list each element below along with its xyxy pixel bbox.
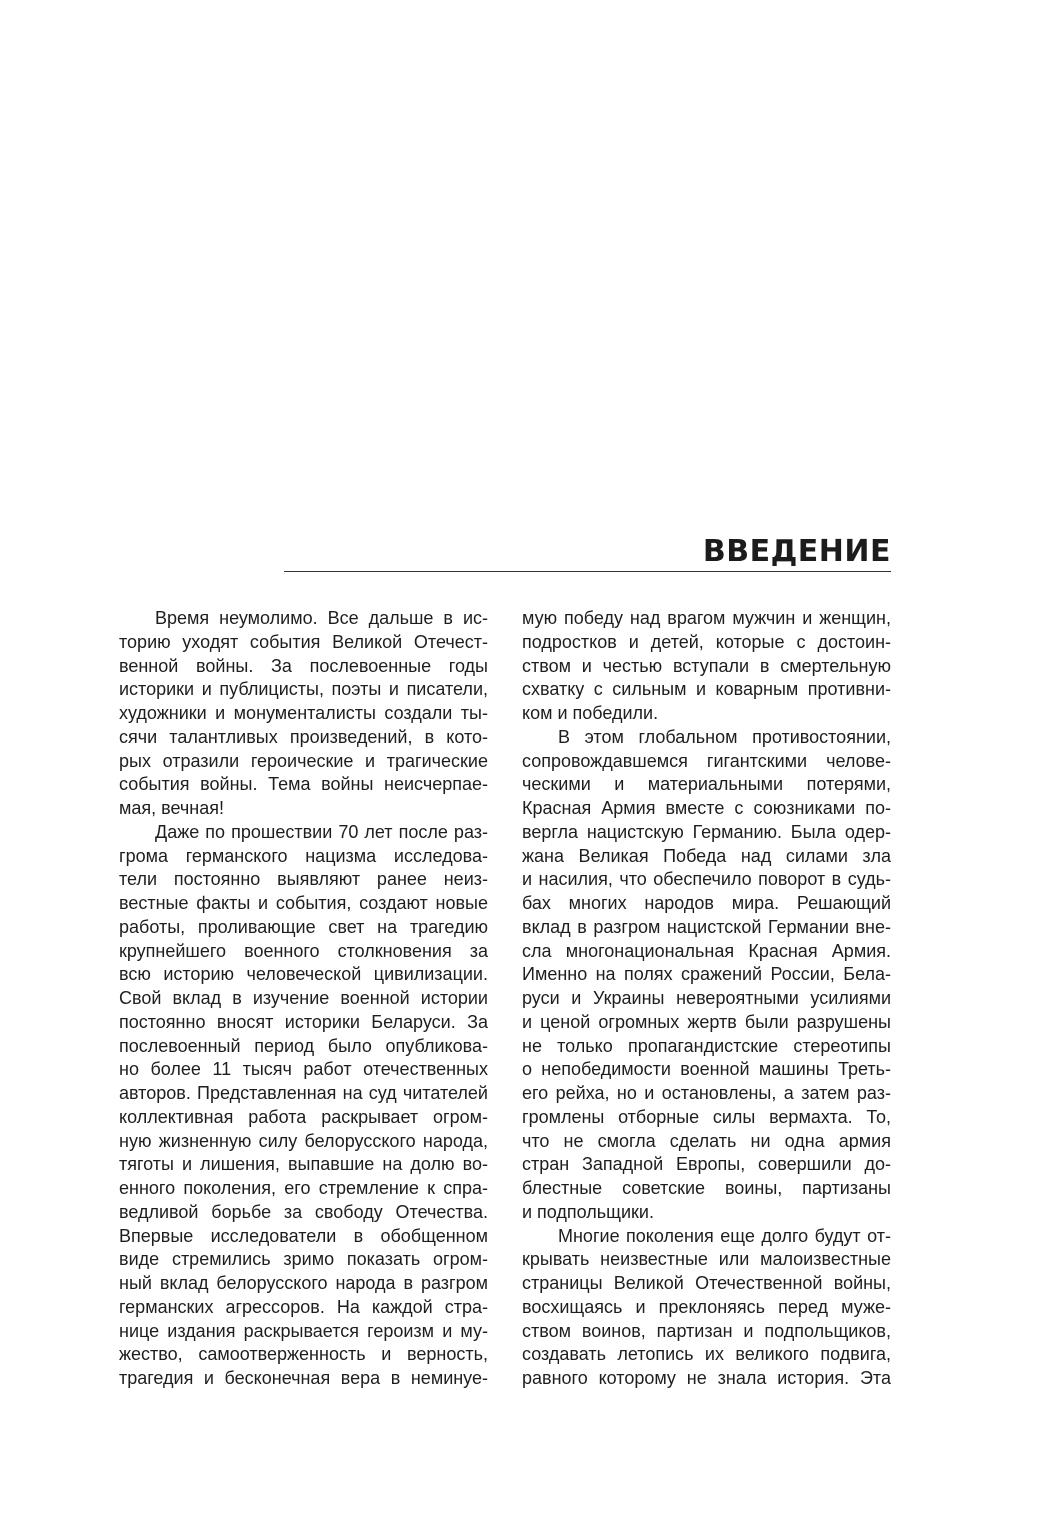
text-column-left [119,607,488,1391]
text-line: восхищаясь и преклоняясь перед муже- [522,1296,891,1317]
text-line: германских агрессоров. На каждой стра- [119,1296,488,1317]
page-title: ВВЕДЕНИЕ [702,534,891,569]
text-line: постоянно вносят историки Беларуси. За [119,1011,488,1032]
text-line: виде стремились зримо показать огром- [119,1249,488,1270]
text-line: ную жизненную силу белорусского народа, [119,1130,488,1151]
text-line: страницы Великой Отечественной войны, [522,1273,891,1293]
text-line: коллективная работа раскрывает огром- [119,1106,488,1127]
text-line: ведливой борьбе за свободу Отечества. [119,1201,488,1222]
text-line: вергла нацистскую Германию. Была одер- [522,821,891,842]
text-line: равного которому не знала история. Эта [522,1368,891,1388]
text-line: тяготы и лишения, выпавшие на долю во- [119,1154,488,1175]
text-line: авторов. Представленная на суд читателей [119,1083,488,1103]
text-line: Именно на полях сражений России, Бела- [522,964,891,985]
text-line: стран Западной Европы, совершили до- [522,1154,891,1175]
text-line: ком и победили. [522,703,659,723]
text-line: вестные факты и события, создают новые [119,893,488,913]
text-line: бах многих народов мира. Решающий [522,893,891,913]
text-line: события войны. Тема войны неисчерпае- [119,774,488,795]
text-line: ством и честью вступали в смертельную [522,655,891,676]
text-line: енного поколения, его стремление к спра- [119,1178,488,1198]
text-line: Свой вклад в изучение военной истории [119,988,488,1008]
text-line: его рейха, но и остановлены, а затем раз- [522,1083,891,1103]
text-line: жана Великая Победа над силами зла [522,845,891,866]
text-line: и ценой огромных жертв были разрушены [522,1011,891,1032]
text-line: ством воинов, партизан и подпольщиков, [522,1320,891,1341]
text-line: и насилия, что обеспечило поворот в судь- [522,869,891,890]
text-line: послевоенный период было опубликова- [119,1035,488,1056]
text-line: но более 11 тысяч работ отечественных [119,1059,488,1080]
text-line: работы, проливающие свет на трагедию [119,916,488,937]
text-line: всю историю человеческой цивилизации. [119,964,488,985]
text-line: грома германского нацизма исследова- [119,845,488,866]
text-line: не только пропагандистские стереотипы [522,1035,891,1056]
text-line: блестные советские воины, партизаны [522,1178,891,1198]
text-line: сячи талантливых произведений, в кото- [119,726,488,747]
text-column-right [522,607,891,1391]
text-line: ческими и материальными потерями, [522,774,891,795]
text-line: тели постоянно выявляют ранее неиз- [119,869,488,890]
text-line: венной войны. За послевоенные годы [119,655,488,676]
text-line: мая, вечная! [119,798,224,818]
text-line: В этом глобальном противостоянии, [558,726,891,747]
text-line: нице издания раскрывается героизм и му- [119,1320,488,1341]
text-line: схватку с сильным и коварным противни- [522,679,891,700]
text-line: мую победу над врагом мужчин и женщин, [522,608,891,628]
text-line: руси и Украины невероятными усилиями [522,988,891,1008]
text-line: художники и монументалисты создали ты- [119,703,488,723]
text-line: и подпольщики. [522,1201,654,1222]
text-line: рых отразили героические и трагические [119,750,488,771]
text-line: подростков и детей, которые с достоин- [522,631,891,652]
text-line: сопровождавшемся гигантскими челове- [522,750,891,771]
text-line: Даже по прошествии 70 лет после раз- [155,821,488,842]
text-line: трагедия и бесконечная вера в неминуе- [119,1368,488,1388]
text-line: о непобедимости военной машины Треть- [522,1059,891,1080]
text-line: сла многонациональная Красная Армия. [522,940,891,961]
text-line: Время неумолимо. Все дальше в ис- [155,608,488,628]
text-line: что не смогла сделать ни одна армия [522,1130,891,1151]
title-rule [284,571,891,572]
text-line: крупнейшего военного столкновения за [119,940,488,961]
text-line: Многие поколения еще долго будут от- [558,1225,891,1246]
text-line: ный вклад белорусского народа в разгром [119,1273,488,1293]
text-line: крывать неизвестные или малоизвестные [522,1249,891,1270]
text-line: Красная Армия вместе с союзниками по- [522,798,891,818]
text-line: торию уходят события Великой Отечест- [119,631,488,652]
text-line: громлены отборные силы вермахта. То, [522,1106,891,1127]
text-line: жество, самоотверженность и верность, [119,1344,488,1365]
text-line: создавать летопись их великого подвига, [522,1344,891,1365]
text-line: Впервые исследователи в обобщенном [119,1225,488,1246]
text-line: историки и публицисты, поэты и писатели, [119,679,488,700]
text-line: вклад в разгром нацистской Германии вне- [522,916,891,937]
